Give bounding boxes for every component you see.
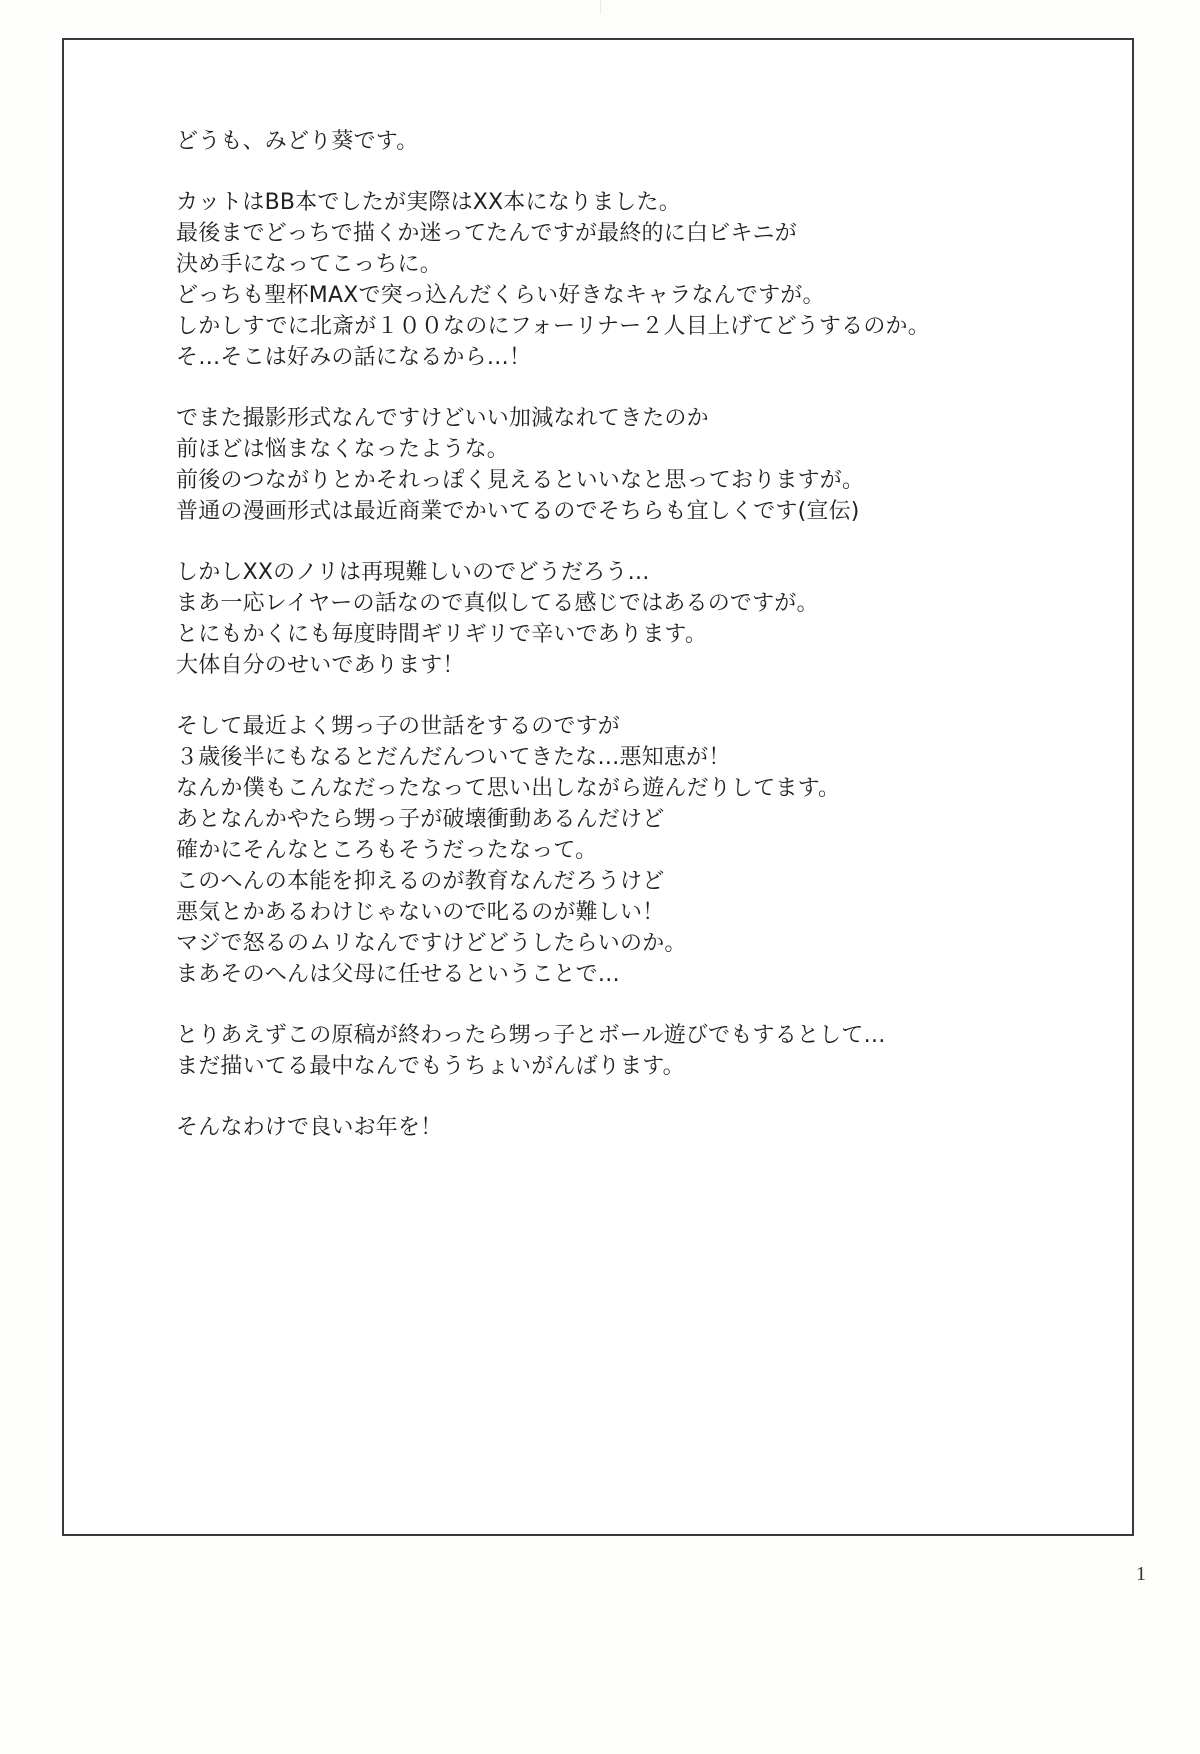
page-number: 1 <box>1136 1563 1146 1585</box>
page-fold-mark <box>600 0 601 14</box>
text-line: 前ほどは悩まなくなったような。 <box>176 437 510 462</box>
text-line: でまた撮影形式なんですけどいい加減なれてきたのか <box>176 406 709 431</box>
paragraph-about-the-nephew <box>176 711 1116 990</box>
text-line: とにもかくにも毎度時間ギリギリで辛いであります。 <box>176 622 708 647</box>
paragraph-about-the-tone <box>176 557 1116 681</box>
paragraph-closing-work <box>176 1020 1116 1082</box>
text-line: 前後のつながりとかそれっぽく見えるといいなと思っておりますが。 <box>176 468 865 493</box>
text-line: ３歳後半にもなるとだんだんついてきたな…悪知恵が！ <box>176 745 731 770</box>
text-line: そんなわけで良いお年を！ <box>176 1115 443 1140</box>
text-line: どうも、みどり葵です。 <box>176 129 419 154</box>
text-line: 最後までどっちで描くか迷ってたんですが最終的に白ビキニが <box>176 221 797 246</box>
text-line: しかしすでに北斎が１００なのにフォーリナー２人目上げてどうするのか。 <box>176 314 930 339</box>
text-line: 大体自分のせいであります！ <box>176 653 465 678</box>
text-line: 悪気とかあるわけじゃないので叱るのが難しい！ <box>176 900 665 925</box>
text-line: まあそのへんは父母に任せるということで… <box>176 962 621 987</box>
paragraph-about-the-format <box>176 403 1116 527</box>
text-line: 決め手になってこっちに。 <box>176 252 442 277</box>
page-border-frame <box>62 38 1134 1536</box>
text-line: まあ一応レイヤーの話なので真似してる感じではあるのですが。 <box>176 591 819 616</box>
text-line: マジで怒るのムリなんですけどどうしたらいのか。 <box>176 931 687 956</box>
text-line: 確かにそんなところもそうだったなって。 <box>176 838 598 863</box>
paragraph-about-the-book <box>176 187 1116 373</box>
text-line: なんか僕もこんなだったなって思い出しながら遊んだりしてます。 <box>176 776 841 801</box>
text-line: カットはBB本でしたが実際はXX本になりました。 <box>176 190 681 215</box>
text-line: しかしXXのノリは再現難しいのでどうだろう… <box>176 560 650 585</box>
text-line: 普通の漫画形式は最近商業でかいてるのでそちらも宜しくです(宣伝) <box>176 499 860 524</box>
text-line: あとなんかやたら甥っ子が破壊衝動あるんだけど <box>176 807 665 832</box>
text-line: どっちも聖杯MAXで突っ込んだくらい好きなキャラなんですが。 <box>176 283 825 308</box>
text-line: そして最近よく甥っ子の世話をするのですが <box>176 714 621 739</box>
text-line: このへんの本能を抑えるのが教育なんだろうけど <box>176 869 665 894</box>
text-line: とりあえずこの原稿が終わったら甥っ子とボール遊びでもするとして… <box>176 1023 886 1048</box>
afterword-text-block <box>176 126 1116 1143</box>
paragraph-sign-off <box>176 1112 1116 1143</box>
text-line: そ…そこは好みの話になるから…！ <box>176 345 532 370</box>
text-line: まだ描いてる最中なんでもうちょいがんばります。 <box>176 1054 685 1079</box>
paragraph-greeting <box>176 126 1116 157</box>
